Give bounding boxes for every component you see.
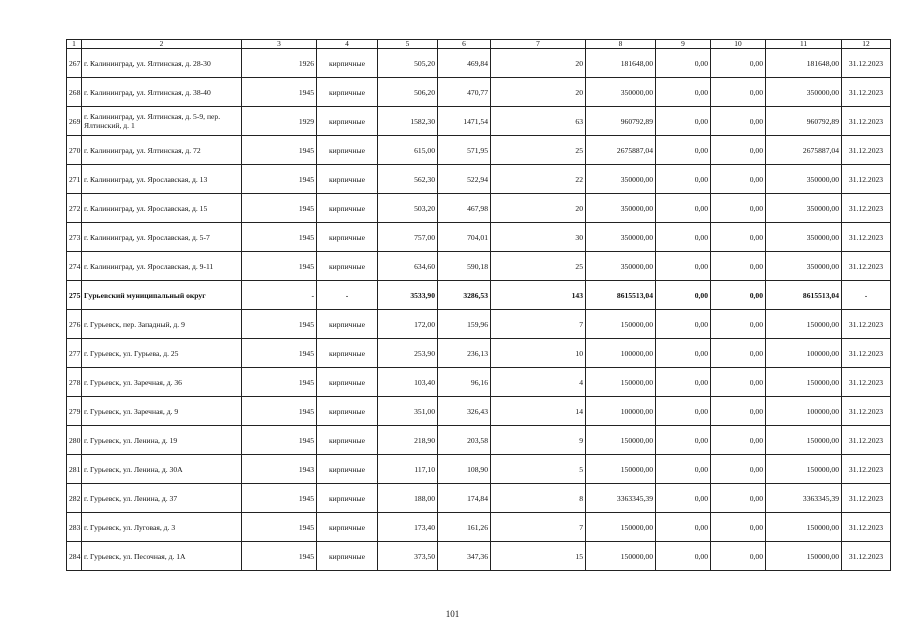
total-cost-cell: 350000,00 — [586, 223, 656, 252]
owners-share-cell: 350000,00 — [766, 78, 842, 107]
build-year-cell: 1945 — [242, 194, 317, 223]
living-area-cell: 161,26 — [438, 513, 491, 542]
total-cost-cell: 181648,00 — [586, 49, 656, 78]
fund-share-cell: 0,00 — [656, 310, 711, 339]
total-cost-cell: 150000,00 — [586, 513, 656, 542]
table-row — [67, 223, 891, 252]
deadline-cell: 31.12.2023 — [842, 339, 891, 368]
owners-share-cell: 3363345,39 — [766, 484, 842, 513]
build-year-cell: - — [242, 281, 317, 310]
wall-material-cell: кирпичные — [317, 513, 378, 542]
residents-count-cell: 25 — [491, 252, 586, 281]
address-cell: г. Калининград, ул. Ялтинская, д. 38-40 — [82, 78, 242, 107]
owners-share-cell: 350000,00 — [766, 223, 842, 252]
table-body — [67, 49, 891, 571]
budget-share-cell: 0,00 — [711, 542, 766, 571]
table-row — [67, 542, 891, 571]
address-cell: г. Калининград, ул. Ялтинская, д. 72 — [82, 136, 242, 165]
owners-share-cell: 150000,00 — [766, 455, 842, 484]
row-number-cell: 273 — [67, 223, 82, 252]
wall-material-cell: кирпичные — [317, 339, 378, 368]
total-cost-cell: 3363345,39 — [586, 484, 656, 513]
total-cost-cell: 150000,00 — [586, 542, 656, 571]
budget-share-cell: 0,00 — [711, 78, 766, 107]
total-cost-cell: 100000,00 — [586, 339, 656, 368]
deadline-cell: 31.12.2023 — [842, 136, 891, 165]
wall-material-cell: кирпичные — [317, 484, 378, 513]
total-area-cell: 505,20 — [378, 49, 438, 78]
table-row — [67, 136, 891, 165]
deadline-cell: 31.12.2023 — [842, 165, 891, 194]
total-area-cell: 373,50 — [378, 542, 438, 571]
owners-share-cell: 150000,00 — [766, 513, 842, 542]
owners-share-cell: 350000,00 — [766, 194, 842, 223]
address-cell: г. Калининград, ул. Ярославская, д. 15 — [82, 194, 242, 223]
owners-share-cell: 181648,00 — [766, 49, 842, 78]
owners-share-cell: 8615513,04 — [766, 281, 842, 310]
total-cost-cell: 150000,00 — [586, 426, 656, 455]
address-cell: г. Гурьевск, ул. Ленина, д. 19 — [82, 426, 242, 455]
row-number-cell: 268 — [67, 78, 82, 107]
table-row — [67, 368, 891, 397]
row-number-cell: 272 — [67, 194, 82, 223]
build-year-cell: 1945 — [242, 78, 317, 107]
build-year-cell: 1926 — [242, 49, 317, 78]
fund-share-cell: 0,00 — [656, 542, 711, 571]
budget-share-cell: 0,00 — [711, 484, 766, 513]
deadline-cell: - — [842, 281, 891, 310]
row-number-cell: 278 — [67, 368, 82, 397]
living-area-cell: 470,77 — [438, 78, 491, 107]
col-header: 7 — [491, 40, 586, 49]
build-year-cell: 1945 — [242, 484, 317, 513]
fund-share-cell: 0,00 — [656, 513, 711, 542]
col-header: 5 — [378, 40, 438, 49]
address-cell: г. Калининград, ул. Ялтинская, д. 28-30 — [82, 49, 242, 78]
fund-share-cell: 0,00 — [656, 252, 711, 281]
col-header: 12 — [842, 40, 891, 49]
budget-share-cell: 0,00 — [711, 223, 766, 252]
total-cost-cell: 960792,89 — [586, 107, 656, 136]
row-number-cell: 277 — [67, 339, 82, 368]
total-area-cell: 351,00 — [378, 397, 438, 426]
build-year-cell: 1945 — [242, 339, 317, 368]
total-cost-cell: 350000,00 — [586, 165, 656, 194]
table-row — [67, 107, 891, 136]
residents-count-cell: 9 — [491, 426, 586, 455]
row-number-cell: 280 — [67, 426, 82, 455]
col-header: 11 — [766, 40, 842, 49]
build-year-cell: 1929 — [242, 107, 317, 136]
table-row — [67, 165, 891, 194]
build-year-cell: 1945 — [242, 542, 317, 571]
total-cost-cell: 150000,00 — [586, 455, 656, 484]
col-header: 6 — [438, 40, 491, 49]
fund-share-cell: 0,00 — [656, 49, 711, 78]
row-number-cell: 282 — [67, 484, 82, 513]
fund-share-cell: 0,00 — [656, 397, 711, 426]
fund-share-cell: 0,00 — [656, 136, 711, 165]
wall-material-cell: кирпичные — [317, 368, 378, 397]
fund-share-cell: 0,00 — [656, 368, 711, 397]
living-area-cell: 347,36 — [438, 542, 491, 571]
deadline-cell: 31.12.2023 — [842, 223, 891, 252]
address-cell: г. Калининград, ул. Ярославская, д. 13 — [82, 165, 242, 194]
owners-share-cell: 960792,89 — [766, 107, 842, 136]
fund-share-cell: 0,00 — [656, 455, 711, 484]
total-area-cell: 218,90 — [378, 426, 438, 455]
total-area-cell: 562,30 — [378, 165, 438, 194]
total-area-cell: 503,20 — [378, 194, 438, 223]
owners-share-cell: 100000,00 — [766, 339, 842, 368]
residents-count-cell: 20 — [491, 49, 586, 78]
wall-material-cell: кирпичные — [317, 165, 378, 194]
build-year-cell: 1945 — [242, 223, 317, 252]
row-number-cell: 267 — [67, 49, 82, 78]
wall-material-cell: кирпичные — [317, 252, 378, 281]
living-area-cell: 571,95 — [438, 136, 491, 165]
row-number-cell: 274 — [67, 252, 82, 281]
col-header: 4 — [317, 40, 378, 49]
budget-share-cell: 0,00 — [711, 252, 766, 281]
total-cost-cell: 100000,00 — [586, 397, 656, 426]
total-cost-cell: 2675887,04 — [586, 136, 656, 165]
table-row — [67, 426, 891, 455]
wall-material-cell: кирпичные — [317, 136, 378, 165]
residents-count-cell: 15 — [491, 542, 586, 571]
budget-share-cell: 0,00 — [711, 107, 766, 136]
table-row — [67, 484, 891, 513]
wall-material-cell: кирпичные — [317, 310, 378, 339]
residents-count-cell: 30 — [491, 223, 586, 252]
deadline-cell: 31.12.2023 — [842, 107, 891, 136]
budget-share-cell: 0,00 — [711, 165, 766, 194]
address-cell: г. Гурьевск, ул. Ленина, д. 37 — [82, 484, 242, 513]
total-area-cell: 188,00 — [378, 484, 438, 513]
living-area-cell: 96,16 — [438, 368, 491, 397]
row-number-cell: 276 — [67, 310, 82, 339]
table-row — [67, 78, 891, 107]
total-area-cell: 173,40 — [378, 513, 438, 542]
budget-share-cell: 0,00 — [711, 513, 766, 542]
row-number-cell: 284 — [67, 542, 82, 571]
total-area-cell: 757,00 — [378, 223, 438, 252]
residents-count-cell: 8 — [491, 484, 586, 513]
address-cell: г. Гурьевск, ул. Заречная, д. 9 — [82, 397, 242, 426]
living-area-cell: 467,98 — [438, 194, 491, 223]
budget-share-cell: 0,00 — [711, 426, 766, 455]
residents-count-cell: 22 — [491, 165, 586, 194]
living-area-cell: 174,84 — [438, 484, 491, 513]
table-row — [67, 339, 891, 368]
build-year-cell: 1945 — [242, 165, 317, 194]
table-row — [67, 397, 891, 426]
col-header: 9 — [656, 40, 711, 49]
residents-count-cell: 4 — [491, 368, 586, 397]
budget-share-cell: 0,00 — [711, 455, 766, 484]
living-area-cell: 1471,54 — [438, 107, 491, 136]
total-area-cell: 117,10 — [378, 455, 438, 484]
wall-material-cell: кирпичные — [317, 426, 378, 455]
table-row — [67, 194, 891, 223]
table-row-subtotal — [67, 281, 891, 310]
col-header: 2 — [82, 40, 242, 49]
row-number-cell: 283 — [67, 513, 82, 542]
living-area-cell: 108,90 — [438, 455, 491, 484]
wall-material-cell: кирпичные — [317, 542, 378, 571]
row-number-cell: 279 — [67, 397, 82, 426]
owners-share-cell: 350000,00 — [766, 165, 842, 194]
build-year-cell: 1945 — [242, 397, 317, 426]
deadline-cell: 31.12.2023 — [842, 455, 891, 484]
living-area-cell: 236,13 — [438, 339, 491, 368]
living-area-cell: 326,43 — [438, 397, 491, 426]
residents-count-cell: 63 — [491, 107, 586, 136]
deadline-cell: 31.12.2023 — [842, 426, 891, 455]
deadline-cell: 31.12.2023 — [842, 194, 891, 223]
address-cell: г. Гурьевск, ул. Гурьева, д. 25 — [82, 339, 242, 368]
fund-share-cell: 0,00 — [656, 223, 711, 252]
fund-share-cell: 0,00 — [656, 78, 711, 107]
owners-share-cell: 2675887,04 — [766, 136, 842, 165]
residents-count-cell: 7 — [491, 513, 586, 542]
address-cell: г. Калининград, ул. Ярославская, д. 5-7 — [82, 223, 242, 252]
total-cost-cell: 150000,00 — [586, 310, 656, 339]
address-cell: г. Гурьевск, ул. Луговая, д. 3 — [82, 513, 242, 542]
living-area-cell: 469,84 — [438, 49, 491, 78]
owners-share-cell: 150000,00 — [766, 310, 842, 339]
residents-count-cell: 20 — [491, 194, 586, 223]
fund-share-cell: 0,00 — [656, 484, 711, 513]
row-number-cell: 281 — [67, 455, 82, 484]
budget-share-cell: 0,00 — [711, 49, 766, 78]
living-area-cell: 704,01 — [438, 223, 491, 252]
budget-share-cell: 0,00 — [711, 397, 766, 426]
row-number-cell: 270 — [67, 136, 82, 165]
table-row — [67, 513, 891, 542]
owners-share-cell: 350000,00 — [766, 252, 842, 281]
owners-share-cell: 150000,00 — [766, 542, 842, 571]
residents-count-cell: 25 — [491, 136, 586, 165]
wall-material-cell: кирпичные — [317, 397, 378, 426]
wall-material-cell: кирпичные — [317, 455, 378, 484]
budget-share-cell: 0,00 — [711, 339, 766, 368]
build-year-cell: 1945 — [242, 310, 317, 339]
build-year-cell: 1945 — [242, 136, 317, 165]
address-cell: г. Калининград, ул. Ялтинская, д. 5-9, пер. Ялтинский, д. 1 — [82, 107, 242, 136]
living-area-cell: 203,58 — [438, 426, 491, 455]
living-area-cell: 590,18 — [438, 252, 491, 281]
residents-count-cell: 14 — [491, 397, 586, 426]
deadline-cell: 31.12.2023 — [842, 368, 891, 397]
address-cell: Гурьевский муниципальный округ — [82, 281, 242, 310]
address-cell: г. Гурьевск, ул. Песочная, д. 1А — [82, 542, 242, 571]
budget-share-cell: 0,00 — [711, 136, 766, 165]
wall-material-cell: кирпичные — [317, 194, 378, 223]
budget-share-cell: 0,00 — [711, 310, 766, 339]
address-cell: г. Калининград, ул. Ярославская, д. 9-11 — [82, 252, 242, 281]
deadline-cell: 31.12.2023 — [842, 513, 891, 542]
page-number: 101 — [445, 609, 460, 619]
address-cell: г. Гурьевск, пер. Западный, д. 9 — [82, 310, 242, 339]
row-number-cell: 271 — [67, 165, 82, 194]
table-row — [67, 455, 891, 484]
residents-count-cell: 5 — [491, 455, 586, 484]
total-area-cell: 253,90 — [378, 339, 438, 368]
budget-share-cell: 0,00 — [711, 281, 766, 310]
deadline-cell: 31.12.2023 — [842, 310, 891, 339]
total-area-cell: 172,00 — [378, 310, 438, 339]
deadline-cell: 31.12.2023 — [842, 49, 891, 78]
fund-share-cell: 0,00 — [656, 194, 711, 223]
row-number-cell: 269 — [67, 107, 82, 136]
col-header: 8 — [586, 40, 656, 49]
wall-material-cell: кирпичные — [317, 107, 378, 136]
col-header: 1 — [67, 40, 82, 49]
residents-count-cell: 143 — [491, 281, 586, 310]
total-cost-cell: 350000,00 — [586, 78, 656, 107]
col-header: 3 — [242, 40, 317, 49]
column-number-row — [67, 40, 891, 49]
housing-table — [66, 39, 891, 571]
total-cost-cell: 350000,00 — [586, 252, 656, 281]
deadline-cell: 31.12.2023 — [842, 542, 891, 571]
budget-share-cell: 0,00 — [711, 368, 766, 397]
build-year-cell: 1945 — [242, 426, 317, 455]
fund-share-cell: 0,00 — [656, 165, 711, 194]
total-area-cell: 103,40 — [378, 368, 438, 397]
wall-material-cell: кирпичные — [317, 223, 378, 252]
residents-count-cell: 10 — [491, 339, 586, 368]
fund-share-cell: 0,00 — [656, 281, 711, 310]
deadline-cell: 31.12.2023 — [842, 252, 891, 281]
address-cell: г. Гурьевск, ул. Ленина, д. 30А — [82, 455, 242, 484]
fund-share-cell: 0,00 — [656, 426, 711, 455]
build-year-cell: 1945 — [242, 252, 317, 281]
register-sheet — [66, 39, 884, 571]
build-year-cell: 1943 — [242, 455, 317, 484]
living-area-cell: 3286,53 — [438, 281, 491, 310]
total-cost-cell: 150000,00 — [586, 368, 656, 397]
fund-share-cell: 0,00 — [656, 339, 711, 368]
deadline-cell: 31.12.2023 — [842, 397, 891, 426]
deadline-cell: 31.12.2023 — [842, 78, 891, 107]
total-area-cell: 3533,90 — [378, 281, 438, 310]
wall-material-cell: - — [317, 281, 378, 310]
fund-share-cell: 0,00 — [656, 107, 711, 136]
living-area-cell: 159,96 — [438, 310, 491, 339]
total-area-cell: 634,60 — [378, 252, 438, 281]
total-area-cell: 1582,30 — [378, 107, 438, 136]
owners-share-cell: 150000,00 — [766, 368, 842, 397]
budget-share-cell: 0,00 — [711, 194, 766, 223]
row-number-cell: 275 — [67, 281, 82, 310]
wall-material-cell: кирпичные — [317, 78, 378, 107]
deadline-cell: 31.12.2023 — [842, 484, 891, 513]
col-header: 10 — [711, 40, 766, 49]
table-row — [67, 49, 891, 78]
table-row — [67, 310, 891, 339]
total-area-cell: 615,00 — [378, 136, 438, 165]
residents-count-cell: 20 — [491, 78, 586, 107]
total-area-cell: 506,20 — [378, 78, 438, 107]
wall-material-cell: кирпичные — [317, 49, 378, 78]
table-row — [67, 252, 891, 281]
build-year-cell: 1945 — [242, 513, 317, 542]
address-cell: г. Гурьевск, ул. Заречная, д. 36 — [82, 368, 242, 397]
owners-share-cell: 150000,00 — [766, 426, 842, 455]
residents-count-cell: 7 — [491, 310, 586, 339]
owners-share-cell: 100000,00 — [766, 397, 842, 426]
living-area-cell: 522,94 — [438, 165, 491, 194]
build-year-cell: 1945 — [242, 368, 317, 397]
total-cost-cell: 350000,00 — [586, 194, 656, 223]
total-cost-cell: 8615513,04 — [586, 281, 656, 310]
